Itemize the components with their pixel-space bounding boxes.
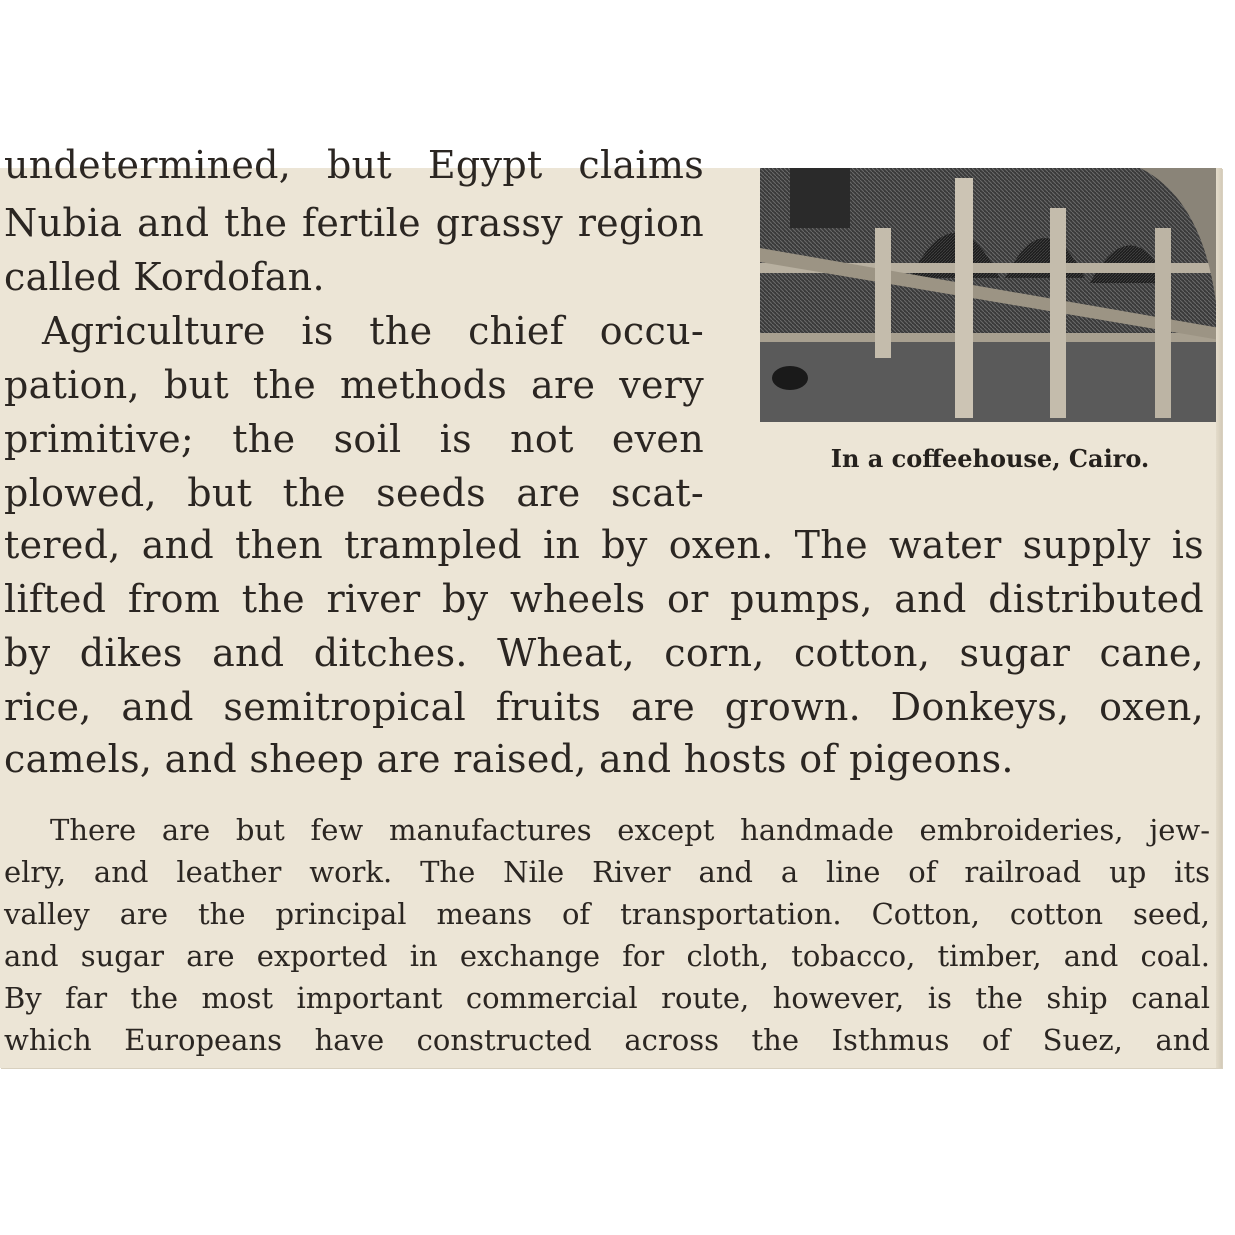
article-small-line: elry, and leather work. The Nile River and a line of railroad up its [4, 855, 1210, 889]
figure-caption: In a coffeehouse, Cairo. [830, 444, 1150, 473]
article-line: camels, and sheep are raised, and hosts of pigeons. [4, 737, 1014, 781]
paper-edge [1216, 168, 1222, 1068]
article-small-line: and sugar are exported in exchange for cloth, tobacco, timber, and coal. [4, 939, 1210, 973]
engraving-illustration-icon [760, 168, 1220, 422]
article-line: by dikes and ditches. Wheat, corn, cotton, sugar cane, [4, 631, 1204, 675]
article-line: pation, but the methods are very [4, 363, 704, 407]
article-line: Agriculture is the chief occu- [42, 309, 704, 353]
article-small-line: There are but few manufactures except handmade embroideries, jew- [50, 813, 1210, 847]
article-line: called Kordofan. [4, 255, 325, 299]
article-line: primitive; the soil is not even [4, 417, 704, 461]
article-small-line: valley are the principal means of transportation. Cotton, cotton seed, [4, 897, 1210, 931]
article-small-line: By far the most important commercial route, however, is the ship canal [4, 981, 1210, 1015]
article-small-line: which Europeans have constructed across the Isthmus of Suez, and [4, 1023, 1210, 1057]
coffeehouse-engraving-image [760, 168, 1220, 422]
article-line: lifted from the river by wheels or pumps, and distributed [4, 577, 1204, 621]
article-line: undetermined, but Egypt claims [4, 143, 704, 187]
article-line: tered, and then trampled in by oxen. The water supply is [4, 523, 1204, 567]
article-line: Nubia and the fertile grassy region [4, 201, 704, 245]
article-line: plowed, but the seeds are scat- [4, 471, 704, 515]
article-line: rice, and semitropical fruits are grown. Donkeys, oxen, [4, 685, 1204, 729]
newspaper-clipping [0, 143, 1222, 1068]
